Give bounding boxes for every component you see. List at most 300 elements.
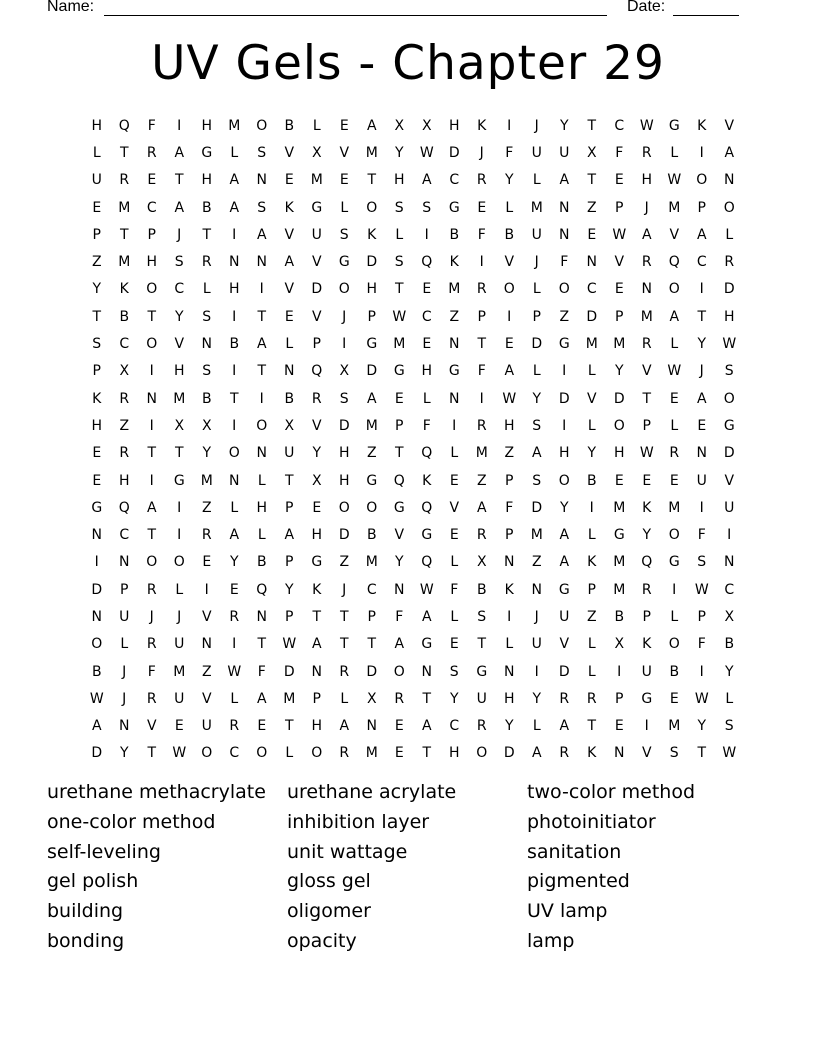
- grid-letter[interactable]: F: [615, 144, 624, 161]
- grid-letter[interactable]: N: [449, 390, 460, 407]
- grid-letter[interactable]: A: [229, 527, 240, 544]
- grid-letter[interactable]: I: [479, 390, 484, 407]
- grid-letter[interactable]: I: [562, 363, 567, 380]
- grid-letter[interactable]: Y: [504, 172, 514, 189]
- grid-letter[interactable]: E: [614, 718, 624, 735]
- grid-letter[interactable]: L: [670, 144, 679, 161]
- grid-letter[interactable]: K: [587, 554, 597, 571]
- grid-letter[interactable]: H: [311, 527, 323, 544]
- grid-letter[interactable]: P: [697, 608, 706, 625]
- grid-letter[interactable]: D: [586, 308, 598, 325]
- grid-letter[interactable]: G: [421, 527, 433, 544]
- grid-letter[interactable]: J: [122, 690, 127, 707]
- grid-letter[interactable]: B: [476, 581, 487, 598]
- grid-letter[interactable]: J: [534, 608, 539, 625]
- grid-letter[interactable]: H: [503, 690, 515, 707]
- grid-letter[interactable]: O: [668, 281, 680, 298]
- grid-letter[interactable]: B: [449, 226, 460, 243]
- grid-letter[interactable]: A: [174, 199, 185, 216]
- grid-letter[interactable]: T: [284, 472, 294, 489]
- grid-letter[interactable]: G: [668, 117, 680, 134]
- grid-letter[interactable]: N: [229, 472, 240, 489]
- grid-letter[interactable]: Z: [586, 199, 597, 216]
- grid-letter[interactable]: P: [615, 308, 624, 325]
- grid-letter[interactable]: D: [283, 663, 295, 680]
- grid-letter[interactable]: L: [505, 199, 514, 216]
- grid-letter[interactable]: G: [668, 554, 680, 571]
- grid-letter[interactable]: T: [587, 117, 597, 134]
- grid-letter[interactable]: A: [531, 745, 542, 762]
- grid-letter[interactable]: Z: [339, 554, 350, 571]
- grid-letter[interactable]: W: [694, 581, 709, 598]
- grid-letter[interactable]: C: [146, 199, 157, 216]
- grid-letter[interactable]: V: [641, 363, 652, 380]
- grid-letter[interactable]: V: [284, 281, 295, 298]
- grid-letter[interactable]: S: [339, 390, 349, 407]
- grid-letter[interactable]: B: [284, 117, 295, 134]
- grid-letter[interactable]: D: [338, 417, 350, 434]
- grid-letter[interactable]: L: [257, 527, 266, 544]
- grid-letter[interactable]: Y: [312, 445, 322, 462]
- grid-letter[interactable]: S: [339, 226, 349, 243]
- grid-letter[interactable]: T: [422, 690, 432, 707]
- grid-letter[interactable]: J: [699, 363, 704, 380]
- grid-letter[interactable]: F: [560, 254, 569, 271]
- grid-letter[interactable]: L: [202, 281, 211, 298]
- grid-letter[interactable]: X: [724, 608, 735, 625]
- grid-letter[interactable]: L: [670, 608, 679, 625]
- grid-letter[interactable]: A: [559, 527, 570, 544]
- grid-letter[interactable]: J: [534, 117, 539, 134]
- grid-letter[interactable]: Z: [119, 417, 130, 434]
- grid-letter[interactable]: H: [338, 472, 350, 489]
- grid-letter[interactable]: U: [559, 608, 570, 625]
- grid-letter[interactable]: K: [642, 499, 652, 516]
- grid-letter[interactable]: V: [641, 745, 652, 762]
- grid-letter[interactable]: I: [699, 663, 704, 680]
- grid-letter[interactable]: P: [92, 363, 101, 380]
- grid-letter[interactable]: V: [201, 608, 212, 625]
- grid-letter[interactable]: L: [532, 363, 541, 380]
- grid-letter[interactable]: I: [149, 472, 154, 489]
- grid-letter[interactable]: E: [669, 690, 679, 707]
- grid-letter[interactable]: Q: [118, 499, 130, 516]
- grid-letter[interactable]: A: [559, 172, 570, 189]
- grid-letter[interactable]: H: [201, 172, 213, 189]
- grid-letter[interactable]: S: [257, 199, 267, 216]
- grid-letter[interactable]: S: [724, 363, 734, 380]
- grid-letter[interactable]: F: [697, 527, 706, 544]
- grid-letter[interactable]: U: [284, 445, 295, 462]
- grid-letter[interactable]: E: [147, 172, 157, 189]
- grid-letter[interactable]: O: [723, 390, 735, 407]
- grid-letter[interactable]: L: [670, 417, 679, 434]
- grid-letter[interactable]: P: [367, 308, 376, 325]
- grid-letter[interactable]: O: [668, 527, 680, 544]
- grid-letter[interactable]: R: [201, 254, 212, 271]
- grid-letter[interactable]: G: [641, 690, 653, 707]
- grid-letter[interactable]: T: [284, 718, 294, 735]
- grid-letter[interactable]: E: [339, 117, 349, 134]
- grid-letter[interactable]: F: [147, 117, 156, 134]
- grid-letter[interactable]: R: [311, 390, 322, 407]
- grid-letter[interactable]: I: [699, 144, 704, 161]
- grid-letter[interactable]: O: [91, 636, 103, 653]
- grid-letter[interactable]: R: [146, 690, 157, 707]
- grid-letter[interactable]: I: [94, 554, 99, 571]
- grid-letter[interactable]: Q: [641, 554, 653, 571]
- grid-letter[interactable]: B: [229, 336, 240, 353]
- grid-letter[interactable]: H: [91, 117, 103, 134]
- grid-letter[interactable]: R: [339, 745, 350, 762]
- grid-letter[interactable]: N: [421, 663, 432, 680]
- grid-letter[interactable]: W: [722, 745, 737, 762]
- grid-letter[interactable]: A: [476, 499, 487, 516]
- grid-letter[interactable]: V: [504, 254, 515, 271]
- grid-letter[interactable]: Y: [449, 690, 459, 707]
- grid-letter[interactable]: X: [339, 363, 350, 380]
- grid-letter[interactable]: T: [147, 527, 157, 544]
- grid-letter[interactable]: G: [476, 663, 488, 680]
- grid-letter[interactable]: Z: [586, 608, 597, 625]
- grid-letter[interactable]: T: [147, 445, 157, 462]
- grid-letter[interactable]: Y: [587, 445, 597, 462]
- grid-letter[interactable]: A: [366, 117, 377, 134]
- grid-letter[interactable]: D: [558, 663, 570, 680]
- grid-letter[interactable]: B: [724, 636, 735, 653]
- grid-letter[interactable]: V: [146, 718, 157, 735]
- grid-letter[interactable]: R: [559, 745, 570, 762]
- grid-letter[interactable]: G: [173, 472, 185, 489]
- grid-letter[interactable]: T: [697, 745, 707, 762]
- grid-letter[interactable]: M: [668, 199, 681, 216]
- grid-letter[interactable]: X: [476, 554, 487, 571]
- grid-letter[interactable]: H: [256, 499, 268, 516]
- grid-letter[interactable]: S: [669, 745, 679, 762]
- grid-letter[interactable]: B: [366, 527, 377, 544]
- grid-letter[interactable]: O: [558, 472, 570, 489]
- grid-letter[interactable]: H: [448, 117, 460, 134]
- grid-letter[interactable]: P: [697, 199, 706, 216]
- grid-letter[interactable]: S: [449, 663, 459, 680]
- grid-letter[interactable]: T: [394, 445, 404, 462]
- grid-letter[interactable]: D: [91, 581, 103, 598]
- grid-letter[interactable]: A: [229, 199, 240, 216]
- grid-letter[interactable]: N: [256, 172, 267, 189]
- grid-letter[interactable]: O: [476, 745, 488, 762]
- grid-letter[interactable]: S: [202, 308, 212, 325]
- grid-letter[interactable]: E: [394, 745, 404, 762]
- grid-letter[interactable]: K: [642, 636, 652, 653]
- grid-letter[interactable]: V: [724, 472, 735, 489]
- grid-letter[interactable]: K: [422, 472, 432, 489]
- grid-letter[interactable]: K: [587, 745, 597, 762]
- grid-letter[interactable]: O: [173, 554, 185, 571]
- grid-letter[interactable]: R: [394, 690, 405, 707]
- grid-letter[interactable]: B: [586, 472, 597, 489]
- grid-letter[interactable]: Z: [91, 254, 102, 271]
- grid-letter[interactable]: W: [694, 690, 709, 707]
- grid-letter[interactable]: K: [284, 199, 294, 216]
- grid-letter[interactable]: N: [256, 254, 267, 271]
- grid-letter[interactable]: X: [421, 117, 432, 134]
- grid-letter[interactable]: N: [394, 581, 405, 598]
- grid-letter[interactable]: W: [667, 363, 682, 380]
- grid-letter[interactable]: N: [311, 663, 322, 680]
- grid-letter[interactable]: M: [173, 390, 186, 407]
- grid-letter[interactable]: T: [339, 608, 349, 625]
- grid-letter[interactable]: T: [367, 172, 377, 189]
- grid-letter[interactable]: M: [283, 690, 296, 707]
- grid-letter[interactable]: H: [173, 363, 185, 380]
- grid-letter[interactable]: V: [449, 499, 460, 516]
- grid-letter[interactable]: S: [477, 608, 487, 625]
- grid-letter[interactable]: X: [394, 117, 405, 134]
- grid-letter[interactable]: I: [617, 663, 622, 680]
- grid-letter[interactable]: Q: [118, 117, 130, 134]
- grid-letter[interactable]: L: [285, 336, 294, 353]
- grid-letter[interactable]: P: [642, 417, 651, 434]
- grid-letter[interactable]: P: [477, 308, 486, 325]
- grid-letter[interactable]: A: [421, 608, 432, 625]
- grid-letter[interactable]: I: [204, 581, 209, 598]
- grid-letter[interactable]: N: [256, 608, 267, 625]
- grid-letter[interactable]: E: [669, 472, 679, 489]
- grid-letter[interactable]: N: [256, 445, 267, 462]
- grid-letter[interactable]: V: [394, 527, 405, 544]
- grid-letter[interactable]: W: [722, 336, 737, 353]
- grid-letter[interactable]: M: [310, 172, 323, 189]
- grid-letter[interactable]: K: [477, 117, 487, 134]
- grid-letter[interactable]: Y: [229, 554, 239, 571]
- grid-letter[interactable]: I: [177, 499, 182, 516]
- grid-letter[interactable]: X: [311, 144, 322, 161]
- grid-letter[interactable]: I: [534, 663, 539, 680]
- grid-letter[interactable]: M: [640, 308, 653, 325]
- grid-letter[interactable]: P: [587, 581, 596, 598]
- grid-letter[interactable]: V: [559, 636, 570, 653]
- grid-letter[interactable]: R: [229, 718, 240, 735]
- grid-letter[interactable]: U: [724, 499, 735, 516]
- grid-letter[interactable]: W: [227, 663, 242, 680]
- grid-letter[interactable]: U: [531, 636, 542, 653]
- grid-letter[interactable]: N: [91, 608, 102, 625]
- grid-letter[interactable]: N: [229, 254, 240, 271]
- grid-letter[interactable]: O: [256, 745, 268, 762]
- grid-letter[interactable]: Z: [476, 472, 487, 489]
- grid-letter[interactable]: H: [118, 472, 130, 489]
- grid-letter[interactable]: R: [476, 281, 487, 298]
- grid-letter[interactable]: L: [340, 690, 349, 707]
- grid-letter[interactable]: F: [505, 499, 514, 516]
- grid-letter[interactable]: A: [366, 390, 377, 407]
- grid-letter[interactable]: N: [284, 363, 295, 380]
- grid-letter[interactable]: Q: [421, 499, 433, 516]
- grid-letter[interactable]: S: [257, 144, 267, 161]
- grid-letter[interactable]: F: [477, 226, 486, 243]
- grid-letter[interactable]: K: [119, 281, 129, 298]
- grid-letter[interactable]: O: [366, 499, 378, 516]
- grid-letter[interactable]: K: [312, 581, 322, 598]
- grid-letter[interactable]: O: [311, 745, 323, 762]
- grid-letter[interactable]: E: [449, 527, 459, 544]
- grid-letter[interactable]: O: [146, 336, 158, 353]
- grid-letter[interactable]: N: [449, 336, 460, 353]
- grid-letter[interactable]: M: [118, 254, 131, 271]
- grid-letter[interactable]: Y: [614, 363, 624, 380]
- grid-letter[interactable]: G: [393, 363, 405, 380]
- grid-letter[interactable]: C: [586, 281, 597, 298]
- grid-letter[interactable]: T: [587, 172, 597, 189]
- grid-letter[interactable]: H: [311, 718, 323, 735]
- grid-letter[interactable]: V: [174, 336, 185, 353]
- grid-letter[interactable]: B: [256, 554, 267, 571]
- grid-letter[interactable]: L: [587, 363, 596, 380]
- grid-letter[interactable]: F: [257, 663, 266, 680]
- grid-letter[interactable]: M: [613, 581, 626, 598]
- grid-letter[interactable]: L: [120, 636, 129, 653]
- grid-letter[interactable]: L: [422, 390, 431, 407]
- grid-letter[interactable]: N: [696, 445, 707, 462]
- grid-letter[interactable]: R: [229, 608, 240, 625]
- name-blank-line[interactable]: [104, 15, 607, 16]
- grid-letter[interactable]: G: [311, 199, 323, 216]
- grid-letter[interactable]: M: [365, 745, 378, 762]
- grid-letter[interactable]: H: [503, 417, 515, 434]
- grid-letter[interactable]: A: [339, 718, 350, 735]
- grid-letter[interactable]: N: [586, 254, 597, 271]
- date-blank-line[interactable]: [673, 15, 739, 16]
- grid-letter[interactable]: A: [724, 144, 735, 161]
- grid-letter[interactable]: I: [452, 417, 457, 434]
- grid-letter[interactable]: L: [92, 144, 101, 161]
- grid-letter[interactable]: X: [614, 636, 625, 653]
- grid-letter[interactable]: J: [342, 308, 347, 325]
- grid-letter[interactable]: N: [559, 226, 570, 243]
- grid-letter[interactable]: I: [177, 117, 182, 134]
- grid-letter[interactable]: I: [232, 363, 237, 380]
- grid-letter[interactable]: R: [559, 690, 570, 707]
- grid-letter[interactable]: I: [699, 499, 704, 516]
- grid-letter[interactable]: E: [284, 308, 294, 325]
- grid-letter[interactable]: I: [479, 254, 484, 271]
- grid-letter[interactable]: F: [450, 581, 459, 598]
- grid-letter[interactable]: Y: [559, 499, 569, 516]
- grid-letter[interactable]: A: [696, 390, 707, 407]
- grid-letter[interactable]: G: [91, 499, 103, 516]
- grid-letter[interactable]: T: [174, 172, 184, 189]
- grid-letter[interactable]: R: [476, 417, 487, 434]
- grid-letter[interactable]: H: [641, 172, 653, 189]
- grid-letter[interactable]: S: [394, 254, 404, 271]
- grid-letter[interactable]: I: [232, 417, 237, 434]
- grid-letter[interactable]: G: [723, 417, 735, 434]
- grid-letter[interactable]: H: [421, 363, 433, 380]
- grid-letter[interactable]: D: [558, 390, 570, 407]
- grid-letter[interactable]: Q: [311, 363, 323, 380]
- grid-letter[interactable]: M: [365, 554, 378, 571]
- grid-letter[interactable]: R: [119, 445, 130, 462]
- grid-letter[interactable]: A: [669, 308, 680, 325]
- grid-letter[interactable]: D: [311, 281, 323, 298]
- grid-letter[interactable]: G: [613, 527, 625, 544]
- grid-letter[interactable]: S: [174, 254, 184, 271]
- grid-letter[interactable]: F: [395, 608, 404, 625]
- grid-letter[interactable]: R: [724, 254, 735, 271]
- grid-letter[interactable]: X: [311, 472, 322, 489]
- grid-letter[interactable]: N: [119, 718, 130, 735]
- grid-letter[interactable]: R: [146, 636, 157, 653]
- grid-letter[interactable]: J: [177, 608, 182, 625]
- grid-letter[interactable]: I: [259, 281, 264, 298]
- grid-letter[interactable]: J: [177, 226, 182, 243]
- grid-letter[interactable]: I: [507, 308, 512, 325]
- grid-letter[interactable]: G: [366, 336, 378, 353]
- grid-letter[interactable]: H: [613, 445, 625, 462]
- grid-letter[interactable]: R: [641, 581, 652, 598]
- grid-letter[interactable]: N: [366, 718, 377, 735]
- grid-letter[interactable]: L: [725, 226, 734, 243]
- grid-letter[interactable]: E: [394, 718, 404, 735]
- grid-letter[interactable]: B: [614, 608, 625, 625]
- grid-letter[interactable]: N: [91, 527, 102, 544]
- grid-letter[interactable]: U: [696, 472, 707, 489]
- grid-letter[interactable]: W: [502, 390, 517, 407]
- grid-letter[interactable]: W: [639, 117, 654, 134]
- grid-letter[interactable]: I: [232, 308, 237, 325]
- grid-letter[interactable]: L: [395, 226, 404, 243]
- grid-letter[interactable]: Y: [642, 527, 652, 544]
- grid-letter[interactable]: R: [586, 690, 597, 707]
- grid-letter[interactable]: V: [614, 254, 625, 271]
- grid-letter[interactable]: V: [724, 117, 735, 134]
- grid-letter[interactable]: V: [311, 254, 322, 271]
- grid-letter[interactable]: L: [230, 499, 239, 516]
- grid-letter[interactable]: U: [119, 608, 130, 625]
- grid-letter[interactable]: Z: [201, 499, 212, 516]
- grid-letter[interactable]: T: [202, 226, 212, 243]
- grid-letter[interactable]: M: [530, 199, 543, 216]
- grid-letter[interactable]: Y: [532, 690, 542, 707]
- grid-letter[interactable]: O: [696, 172, 708, 189]
- grid-letter[interactable]: E: [92, 199, 102, 216]
- grid-letter[interactable]: A: [146, 499, 157, 516]
- grid-letter[interactable]: W: [639, 445, 654, 462]
- grid-letter[interactable]: C: [229, 745, 240, 762]
- grid-letter[interactable]: X: [586, 144, 597, 161]
- grid-letter[interactable]: R: [146, 581, 157, 598]
- grid-letter[interactable]: C: [449, 718, 460, 735]
- grid-letter[interactable]: I: [149, 417, 154, 434]
- grid-letter[interactable]: E: [422, 281, 432, 298]
- grid-letter[interactable]: P: [642, 608, 651, 625]
- grid-letter[interactable]: W: [172, 745, 187, 762]
- grid-letter[interactable]: L: [175, 581, 184, 598]
- grid-letter[interactable]: Y: [394, 554, 404, 571]
- grid-letter[interactable]: M: [365, 417, 378, 434]
- grid-letter[interactable]: T: [697, 308, 707, 325]
- grid-letter[interactable]: D: [338, 527, 350, 544]
- grid-letter[interactable]: E: [449, 636, 459, 653]
- grid-letter[interactable]: H: [228, 281, 240, 298]
- grid-letter[interactable]: V: [311, 417, 322, 434]
- grid-letter[interactable]: P: [285, 499, 294, 516]
- grid-letter[interactable]: Y: [532, 390, 542, 407]
- grid-letter[interactable]: T: [477, 636, 487, 653]
- grid-letter[interactable]: U: [531, 144, 542, 161]
- grid-letter[interactable]: A: [394, 636, 405, 653]
- grid-letter[interactable]: R: [119, 172, 130, 189]
